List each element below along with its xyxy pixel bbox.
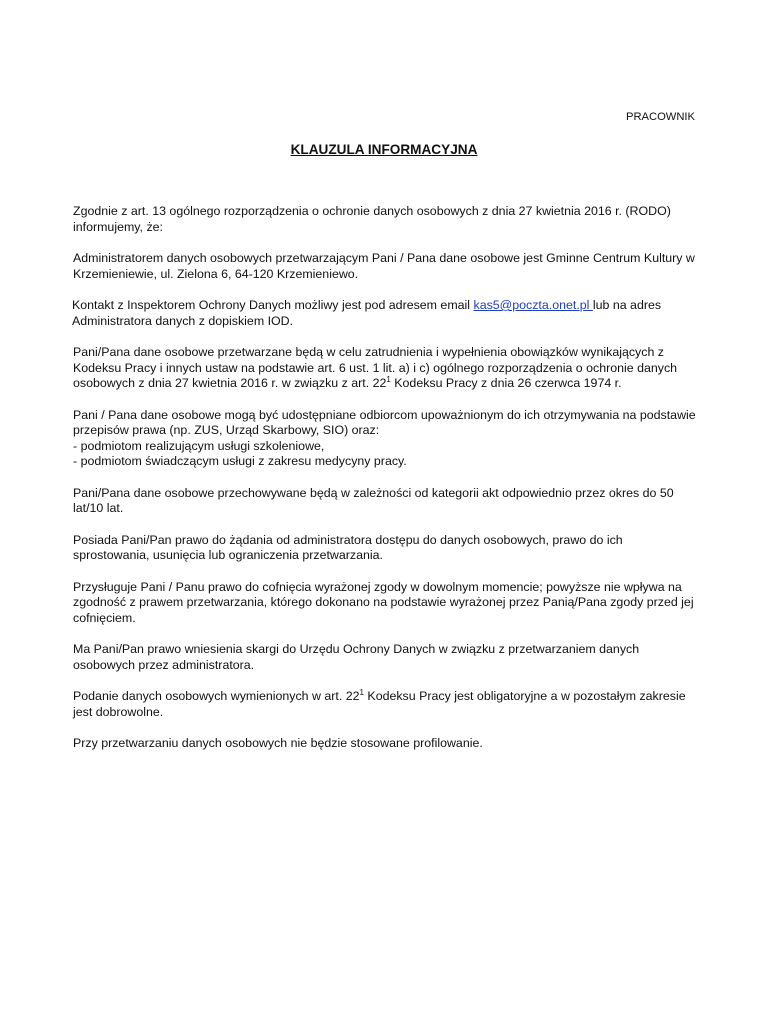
- paragraph-processing-purpose: [73, 345, 697, 392]
- paragraph-legal-basis-intro: Zgodnie z art. 13 ogólnego rozporządzenia o ochronie danych osobowych z dnia 27 kwietnia 2016 r. (RODO) informujemy, że:: [73, 204, 671, 234]
- paragraph-retention-period: Pani/Pana dane osobowe przechowywane będą w zależności od kategorii akt odpowiednio przez okres do 50 lat/10 lat.: [73, 485, 674, 515]
- recipients-list-item: - podmiotom realizującym usługi szkoleniowe,: [73, 438, 325, 453]
- obligation-text-before: Podanie danych osobowych wymienionych w art. 22: [73, 689, 360, 703]
- paragraph-obligation: [73, 689, 697, 720]
- paragraph-complaint-right: Ma Pani/Pan prawo wniesienia skargi do Urzędu Ochrony Danych w związku z przetwarzaniem danych osobowych przez administratora.: [73, 642, 640, 672]
- purpose-text-before: Pani/Pana dane osobowe przetwarzane będą w celu zatrudnienia i wypełnienia obowiązków wynikających z Kodeksu Pracy i innych ustaw na podstawie art. 6 ust. 1 lit. a) i c) ogólnego rozporządzenia o ochronie danych osobowych z dnia 27 kwietnia 2016 r. w związku z art. 22: [73, 345, 678, 390]
- contact-text-after: lub na adres Administratora danych z dopiskiem IOD.: [72, 298, 662, 328]
- paragraph-contact-iod: [72, 298, 697, 329]
- article-superscript: 1: [386, 374, 391, 384]
- paragraph-profiling: Przy przetwarzaniu danych osobowych nie będzie stosowane profilowanie.: [73, 736, 483, 750]
- paragraph-consent-withdrawal: Przysługuje Pani / Panu prawo do cofnięcia wyrażonej zgody w dowolnym momencie; powyższe nie wpływa na zgodność z prawem przetwarzania, którego dokonano na podstawie wyrażonej przez Panią/Pana zgody przed jej cofnięciem.: [73, 579, 694, 625]
- purpose-text-after: Kodeksu Pracy z dnia 26 czerwca 1974 r.: [390, 376, 622, 390]
- document-title: KLAUZULA INFORMACYJNA: [290, 142, 478, 157]
- obligation-text-after: Kodeksu Pracy jest obligatoryjne a w pozostałym zakresie jest dobrowolne.: [73, 689, 686, 719]
- role-label: PRACOWNIK: [626, 111, 695, 123]
- contact-text-before: Kontakt z Inspektorem Ochrony Danych możliwy jest pod adresem email: [72, 298, 474, 312]
- recipients-list-item: - podmiotom świadczącym usługi z zakresu medycyny pracy.: [73, 454, 407, 468]
- paragraph-administrator: Administratorem danych osobowych przetwarzającym Pani / Pana dane osobowe jest Gminne Centrum Kultury w Krzemieniewie, ul. Zielona 6, 64-120 Krzemieniewo.: [73, 251, 695, 281]
- article-superscript: 1: [359, 687, 364, 697]
- paragraph-recipients: [73, 408, 697, 470]
- iod-email-link[interactable]: kas5@poczta.onet.pl: [473, 298, 593, 312]
- paragraph-access-rights: Posiada Pani/Pan prawo do żądania od administratora dostępu do danych osobowych, prawo do ich sprostowania, usunięcia lub ograniczenia przetwarzania.: [73, 532, 623, 562]
- document-body: [73, 204, 697, 768]
- recipients-intro: Pani / Pana dane osobowe mogą być udostępniane odbiorcom upoważnionym do ich otrzymywania na podstawie przepisów prawa (np. ZUS, Urząd Skarbowy, SIO) oraz:: [73, 407, 696, 437]
